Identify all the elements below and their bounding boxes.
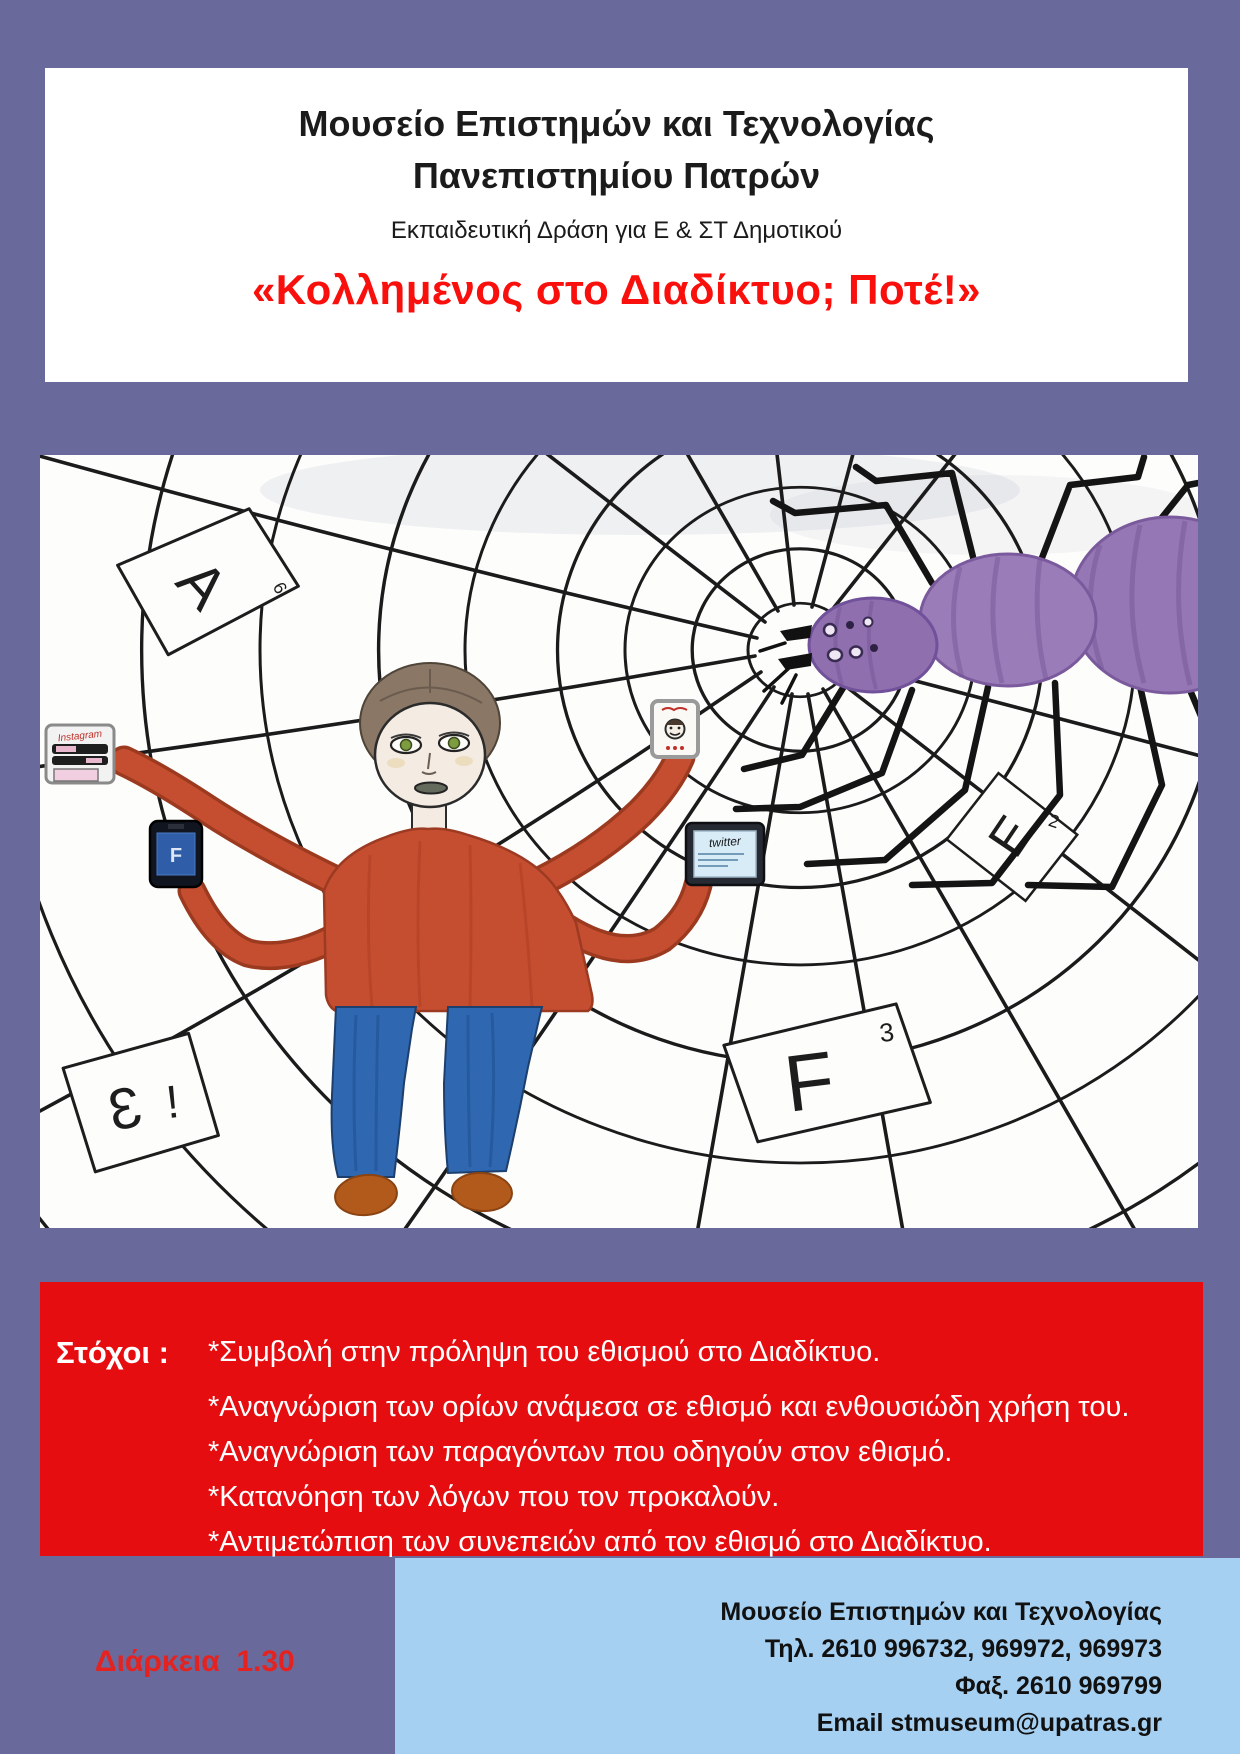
objectives-box [40,1282,1203,1556]
girl-head [360,663,500,807]
contact-email: Email stmuseum@upatras.gr [816,1709,1162,1737]
twitter-tablet [686,823,764,885]
note-a-letter: A [164,547,241,622]
drawing-illustration [40,455,1198,1228]
cheek-shade-left [387,758,405,768]
header-box [45,68,1188,382]
girl-mouth [415,783,447,794]
note-a-corner: 6 [268,578,292,598]
instagram-phone [46,725,114,783]
note-e-letter: E [977,805,1045,868]
girl-jeans [332,1007,542,1177]
drawing-svg [40,455,1198,1228]
objective-item: *Αναγνώριση των ορίων ανάμεσα σε εθισμό και ενθουσιώδη χρήση του. [208,1391,1130,1423]
objective-item: *Αναγνώριση των παραγόντων που οδηγούν στον εθισμό. [208,1436,953,1468]
blue-device-letter: F [169,845,183,867]
girl-sweater [324,829,593,1011]
note-3-digit: 3 [102,1073,148,1144]
duration-text: Διάρκεια 1.30 [95,1645,295,1678]
note-f-sup: 3 [877,1016,896,1049]
instagram-label: Instagram [57,728,103,745]
twitter-label: twitter [708,833,742,851]
note-3 [61,1032,220,1174]
blue-device [150,821,202,887]
face-phone [652,701,698,757]
contact-phone: Τηλ. 2610 996732, 969972, 969973 [764,1635,1162,1663]
spider-pincers [760,625,812,703]
poster-title: «Κολλημένος στο Διαδίκτυο; Ποτέ!» [251,266,982,313]
objectives-label: Στόχοι : [56,1335,169,1370]
org-name-line2: Πανεπιστημίου Πατρών [412,155,821,196]
objectives-list [208,1330,1185,1556]
note-f-letter: F [779,1034,840,1129]
contact-box [395,1558,1240,1754]
activity-subtitle: Εκπαιδευτική Δράση για Ε & ΣΤ Δημοτικού [390,217,843,244]
objective-item: *Συμβολή στην πρόληψη του εθισμού στο Διαδίκτυο. [208,1336,881,1368]
girl-shoe-left [333,1172,399,1218]
org-name-line1: Μουσείο Επιστημών και Τεχνολογίας [298,103,935,144]
objective-item: *Κατανόηση των λόγων που τον προκαλούν. [208,1481,780,1513]
note-f [721,1001,932,1144]
girl-shoe-right [451,1171,514,1213]
cheek-shade-right [455,756,473,766]
spider-thorax [920,554,1096,686]
note-3-exclaim: ! [163,1075,182,1129]
note-e-sup: 2 [1046,810,1062,833]
contact-fax: Φαξ. 2610 969799 [955,1672,1162,1700]
objective-item: *Αντιμετώπιση των συνεπειών από τον εθισμό στο Διαδίκτυο. [208,1526,992,1558]
contact-org: Μουσείο Επιστημών και Τεχνολογίας [720,1598,1162,1626]
